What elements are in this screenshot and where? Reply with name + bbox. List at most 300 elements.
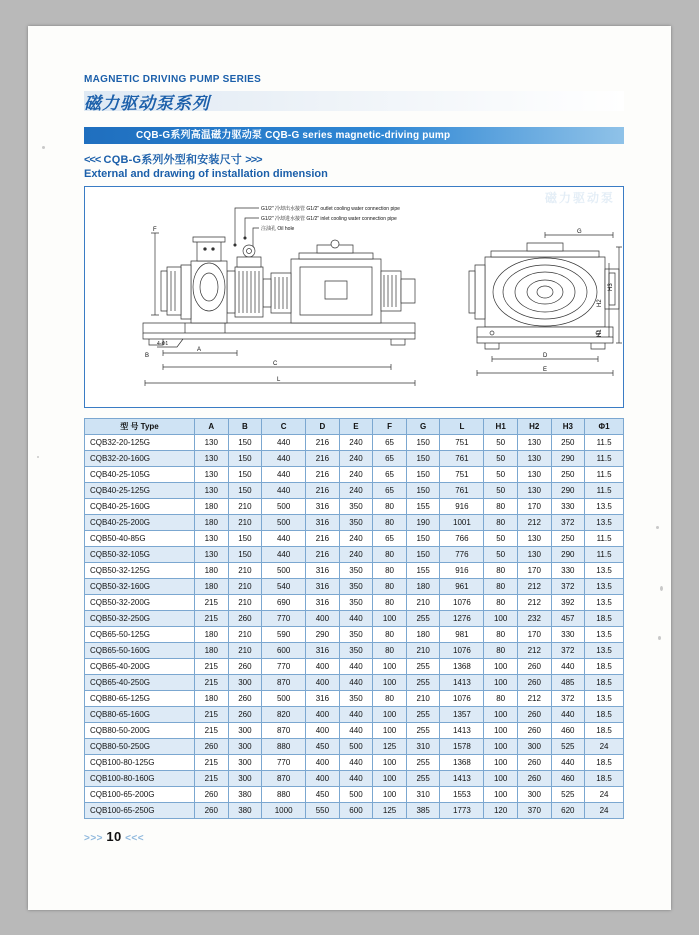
cell-value: 450	[306, 787, 340, 803]
cell-value: 65	[373, 483, 407, 499]
cell-value: 13.5	[585, 627, 624, 643]
cell-value: 1553	[440, 787, 484, 803]
cell-value: 180	[195, 563, 229, 579]
cell-type: CQB80-50-200G	[85, 723, 195, 739]
cell-value: 80	[373, 499, 407, 515]
table-row	[85, 467, 624, 483]
table-row	[85, 451, 624, 467]
cell-value: 961	[440, 579, 484, 595]
cell-value: 300	[228, 739, 262, 755]
footer-chevron-left-icon: >>>	[84, 833, 104, 844]
cell-value: 500	[339, 739, 373, 755]
cell-value: 1413	[440, 771, 484, 787]
cell-value: 870	[262, 675, 306, 691]
cell-value: 155	[406, 563, 440, 579]
cell-value: 870	[262, 723, 306, 739]
cell-type: CQB50-32-125G	[85, 563, 195, 579]
table-row	[85, 659, 624, 675]
cell-value: 350	[339, 515, 373, 531]
col-c: C	[262, 419, 306, 435]
cell-value: 65	[373, 467, 407, 483]
cell-value: 440	[339, 755, 373, 771]
cell-value: 100	[484, 723, 518, 739]
cell-value: 13.5	[585, 499, 624, 515]
cell-value: 770	[262, 611, 306, 627]
cell-value: 11.5	[585, 531, 624, 547]
cell-value: 100	[373, 755, 407, 771]
cell-value: 255	[406, 707, 440, 723]
cell-value: 1276	[440, 611, 484, 627]
cell-value: 316	[306, 499, 340, 515]
cell-type: CQB32-20-160G	[85, 451, 195, 467]
cell-value: 1413	[440, 675, 484, 691]
cell-value: 440	[339, 723, 373, 739]
cell-value: 1413	[440, 723, 484, 739]
cell-type: CQB50-40-85G	[85, 531, 195, 547]
cell-value: 130	[517, 451, 551, 467]
svg-text:G1/2" 冷却出水接管 G1/2" outlet coo: G1/2" 冷却出水接管 G1/2" outlet cooling water connection pipe	[261, 206, 400, 212]
cell-value: 500	[262, 691, 306, 707]
svg-text:4-Φ1: 4-Φ1	[157, 341, 169, 347]
cell-value: 761	[440, 483, 484, 499]
cell-type: CQB50-32-250G	[85, 611, 195, 627]
col-h1: H1	[484, 419, 518, 435]
cell-value: 400	[306, 659, 340, 675]
cell-value: 440	[339, 675, 373, 691]
cell-value: 260	[228, 611, 262, 627]
cell-value: 80	[484, 691, 518, 707]
cell-value: 125	[373, 803, 407, 819]
subsection-heading-chinese-text: CQB-G系列外型和安装尺寸	[103, 154, 243, 166]
cell-value: 170	[517, 627, 551, 643]
cell-value: 130	[517, 467, 551, 483]
cell-value: 525	[551, 739, 585, 755]
svg-text:H1: H1	[597, 329, 603, 337]
cell-value: 350	[339, 579, 373, 595]
cell-value: 150	[228, 483, 262, 499]
cell-value: 190	[406, 515, 440, 531]
cell-type: CQB100-65-200G	[85, 787, 195, 803]
cell-value: 350	[339, 499, 373, 515]
cell-value: 255	[406, 723, 440, 739]
cell-value: 255	[406, 659, 440, 675]
svg-text:G1/2" 冷却进水接管 G1/2" inlet cool: G1/2" 冷却进水接管 G1/2" inlet cooling water connection pipe	[261, 216, 397, 222]
cell-value: 350	[339, 691, 373, 707]
cell-value: 372	[551, 515, 585, 531]
cell-value: 372	[551, 579, 585, 595]
cell-value: 350	[339, 627, 373, 643]
cell-value: 485	[551, 675, 585, 691]
cell-value: 215	[195, 611, 229, 627]
col-g: G	[406, 419, 440, 435]
cell-type: CQB40-25-125G	[85, 483, 195, 499]
cell-type: CQB65-50-125G	[85, 627, 195, 643]
cell-value: 100	[373, 771, 407, 787]
col-h3: H3	[551, 419, 585, 435]
cell-value: 150	[228, 435, 262, 451]
cell-value: 400	[306, 755, 340, 771]
table-row	[85, 787, 624, 803]
cell-value: 255	[406, 755, 440, 771]
cell-value: 50	[484, 435, 518, 451]
cell-value: 100	[373, 723, 407, 739]
cell-value: 460	[551, 723, 585, 739]
cell-value: 215	[195, 595, 229, 611]
cell-value: 212	[517, 595, 551, 611]
svg-text:D: D	[543, 353, 548, 359]
cell-value: 210	[228, 563, 262, 579]
table-row	[85, 707, 624, 723]
cell-value: 130	[517, 547, 551, 563]
table-row	[85, 499, 624, 515]
cell-value: 80	[373, 579, 407, 595]
table-row	[85, 723, 624, 739]
cell-value: 250	[551, 531, 585, 547]
table-row	[85, 579, 624, 595]
cell-value: 440	[551, 755, 585, 771]
page-number: 10	[106, 829, 122, 844]
cell-value: 170	[517, 563, 551, 579]
table-row	[85, 755, 624, 771]
cell-value: 600	[339, 803, 373, 819]
cell-type: CQB80-65-125G	[85, 691, 195, 707]
cell-value: 80	[484, 515, 518, 531]
table-row	[85, 563, 624, 579]
cell-value: 212	[517, 643, 551, 659]
cell-value: 80	[484, 563, 518, 579]
cell-value: 180	[195, 579, 229, 595]
svg-text:H3: H3	[608, 283, 614, 291]
cell-value: 525	[551, 787, 585, 803]
cell-value: 440	[339, 611, 373, 627]
cell-value: 350	[339, 563, 373, 579]
cell-value: 880	[262, 739, 306, 755]
cell-value: 1368	[440, 659, 484, 675]
cell-value: 870	[262, 771, 306, 787]
table-row	[85, 739, 624, 755]
cell-value: 50	[484, 483, 518, 499]
table-row	[85, 675, 624, 691]
svg-text:G: G	[577, 229, 582, 235]
col-phi1: Φ1	[585, 419, 624, 435]
cell-value: 150	[406, 451, 440, 467]
cell-value: 210	[406, 643, 440, 659]
cell-value: 372	[551, 643, 585, 659]
cell-value: 216	[306, 467, 340, 483]
cell-value: 440	[262, 483, 306, 499]
cell-value: 290	[551, 451, 585, 467]
col-type: 型 号 Type	[85, 419, 195, 435]
cell-value: 100	[373, 611, 407, 627]
cell-value: 300	[517, 787, 551, 803]
cell-value: 210	[228, 579, 262, 595]
cell-value: 400	[306, 611, 340, 627]
cell-value: 751	[440, 467, 484, 483]
cell-type: CQB100-80-125G	[85, 755, 195, 771]
cell-value: 150	[406, 547, 440, 563]
cell-value: 210	[406, 691, 440, 707]
cell-value: 751	[440, 435, 484, 451]
cell-value: 216	[306, 451, 340, 467]
cell-value: 440	[262, 467, 306, 483]
col-l: L	[440, 419, 484, 435]
cell-value: 80	[373, 643, 407, 659]
cell-value: 250	[551, 435, 585, 451]
cell-value: 215	[195, 771, 229, 787]
cell-value: 65	[373, 531, 407, 547]
cell-value: 1001	[440, 515, 484, 531]
cell-type: CQB100-80-160G	[85, 771, 195, 787]
table-row	[85, 627, 624, 643]
cell-value: 215	[195, 707, 229, 723]
cell-value: 65	[373, 435, 407, 451]
cell-value: 130	[517, 435, 551, 451]
cell-value: 316	[306, 563, 340, 579]
cell-value: 215	[195, 755, 229, 771]
cell-value: 761	[440, 451, 484, 467]
cell-value: 316	[306, 515, 340, 531]
cell-value: 100	[484, 771, 518, 787]
installation-dimension-drawing	[84, 186, 624, 408]
cell-value: 130	[195, 483, 229, 499]
cell-value: 50	[484, 547, 518, 563]
cell-value: 770	[262, 659, 306, 675]
cell-value: 260	[228, 707, 262, 723]
section-band-title: CQB-G系列高温磁力驱动泵 CQB-G series magnetic-driving pump	[84, 127, 624, 144]
cell-value: 11.5	[585, 451, 624, 467]
cell-value: 330	[551, 627, 585, 643]
svg-text:H2: H2	[597, 299, 603, 307]
cell-value: 290	[551, 547, 585, 563]
cell-value: 130	[517, 531, 551, 547]
cell-value: 260	[517, 659, 551, 675]
cell-value: 440	[339, 659, 373, 675]
cell-value: 18.5	[585, 675, 624, 691]
cell-value: 24	[585, 803, 624, 819]
cell-value: 180	[195, 515, 229, 531]
cell-value: 180	[195, 691, 229, 707]
cell-value: 880	[262, 787, 306, 803]
svg-text:C: C	[273, 361, 278, 367]
col-h2: H2	[517, 419, 551, 435]
cell-value: 400	[306, 723, 340, 739]
cell-value: 80	[484, 499, 518, 515]
svg-text:A: A	[197, 347, 202, 353]
col-f: F	[373, 419, 407, 435]
cell-value: 216	[306, 547, 340, 563]
cell-value: 210	[406, 595, 440, 611]
cell-value: 300	[228, 675, 262, 691]
cell-value: 316	[306, 691, 340, 707]
cell-value: 11.5	[585, 467, 624, 483]
chevron-right-icon: >>>	[245, 154, 262, 166]
cell-value: 260	[517, 755, 551, 771]
cell-value: 981	[440, 627, 484, 643]
cell-value: 11.5	[585, 483, 624, 499]
cell-value: 260	[195, 739, 229, 755]
cell-value: 1076	[440, 691, 484, 707]
cell-value: 350	[339, 643, 373, 659]
cell-value: 216	[306, 435, 340, 451]
cell-type: CQB32-20-125G	[85, 435, 195, 451]
cell-value: 100	[373, 787, 407, 803]
cell-value: 13.5	[585, 515, 624, 531]
cell-value: 500	[262, 499, 306, 515]
cell-value: 80	[373, 563, 407, 579]
cell-value: 260	[195, 803, 229, 819]
cell-value: 300	[228, 723, 262, 739]
cell-value: 212	[517, 515, 551, 531]
cell-value: 100	[484, 611, 518, 627]
cell-value: 260	[517, 707, 551, 723]
cell-value: 916	[440, 563, 484, 579]
cell-value: 450	[306, 739, 340, 755]
cell-value: 440	[551, 659, 585, 675]
cell-value: 1578	[440, 739, 484, 755]
col-a: A	[195, 419, 229, 435]
cell-value: 232	[517, 611, 551, 627]
cell-value: 330	[551, 499, 585, 515]
svg-text:L: L	[277, 377, 281, 383]
cell-value: 372	[551, 691, 585, 707]
cell-value: 316	[306, 595, 340, 611]
cell-value: 11.5	[585, 547, 624, 563]
cell-value: 50	[484, 531, 518, 547]
cell-value: 80	[373, 691, 407, 707]
cell-value: 100	[373, 707, 407, 723]
cell-value: 13.5	[585, 579, 624, 595]
cell-value: 80	[484, 643, 518, 659]
cell-value: 180	[195, 499, 229, 515]
cell-value: 1357	[440, 707, 484, 723]
cell-value: 65	[373, 451, 407, 467]
footer-chevron-right-icon: <<<	[125, 833, 145, 844]
drawing-svg	[85, 187, 623, 405]
table-row	[85, 611, 624, 627]
cell-value: 1000	[262, 803, 306, 819]
cell-value: 600	[262, 643, 306, 659]
cell-value: 150	[406, 467, 440, 483]
cell-value: 240	[339, 435, 373, 451]
cell-value: 1076	[440, 595, 484, 611]
cell-value: 18.5	[585, 723, 624, 739]
cell-value: 150	[406, 531, 440, 547]
cell-value: 590	[262, 627, 306, 643]
cell-value: 80	[373, 627, 407, 643]
cell-type: CQB40-25-160G	[85, 499, 195, 515]
cell-value: 260	[195, 787, 229, 803]
cell-value: 216	[306, 483, 340, 499]
cell-value: 260	[517, 771, 551, 787]
cell-value: 440	[339, 707, 373, 723]
cell-value: 100	[484, 707, 518, 723]
cell-type: CQB65-50-160G	[85, 643, 195, 659]
cell-value: 500	[339, 787, 373, 803]
svg-text:注油孔 Oil hole: 注油孔 Oil hole	[261, 226, 295, 232]
cell-value: 440	[339, 771, 373, 787]
cell-value: 210	[228, 499, 262, 515]
col-b: B	[228, 419, 262, 435]
cell-value: 180	[195, 627, 229, 643]
cell-value: 440	[262, 531, 306, 547]
cell-value: 18.5	[585, 659, 624, 675]
cell-value: 260	[517, 675, 551, 691]
cell-type: CQB80-50-250G	[85, 739, 195, 755]
cell-value: 100	[484, 787, 518, 803]
cell-value: 1076	[440, 643, 484, 659]
cell-value: 440	[262, 451, 306, 467]
cell-value: 300	[517, 739, 551, 755]
watermark-text: 磁力驱动泵	[544, 191, 615, 205]
cell-value: 460	[551, 771, 585, 787]
cell-value: 290	[306, 627, 340, 643]
svg-text:B: B	[145, 353, 150, 359]
cell-type: CQB65-40-200G	[85, 659, 195, 675]
table-row	[85, 515, 624, 531]
svg-text:F: F	[153, 227, 157, 233]
table-row	[85, 547, 624, 563]
cell-value: 13.5	[585, 691, 624, 707]
chevron-left-icon: <<<	[84, 154, 101, 166]
series-title-chinese-wrap	[84, 89, 624, 113]
cell-value: 150	[406, 483, 440, 499]
table-body	[85, 435, 624, 819]
cell-type: CQB100-65-250G	[85, 803, 195, 819]
cell-value: 212	[517, 691, 551, 707]
cell-value: 540	[262, 579, 306, 595]
cell-value: 316	[306, 579, 340, 595]
cell-value: 50	[484, 467, 518, 483]
cell-value: 130	[195, 467, 229, 483]
cell-value: 240	[339, 483, 373, 499]
cell-value: 100	[373, 659, 407, 675]
cell-value: 1773	[440, 803, 484, 819]
page-footer	[84, 829, 624, 844]
subsection-heading-english: External and drawing of installation dimension	[84, 168, 328, 180]
cell-value: 100	[484, 739, 518, 755]
cell-value: 100	[373, 675, 407, 691]
cell-value: 13.5	[585, 563, 624, 579]
cell-value: 385	[406, 803, 440, 819]
cell-value: 100	[484, 755, 518, 771]
cell-value: 130	[517, 483, 551, 499]
cell-value: 80	[373, 515, 407, 531]
cell-value: 440	[551, 707, 585, 723]
cell-value: 392	[551, 595, 585, 611]
col-d: D	[306, 419, 340, 435]
table-header	[85, 419, 624, 435]
cell-type: CQB65-40-250G	[85, 675, 195, 691]
table-row	[85, 771, 624, 787]
cell-value: 255	[406, 675, 440, 691]
cell-value: 260	[517, 723, 551, 739]
cell-value: 80	[484, 595, 518, 611]
cell-value: 80	[373, 595, 407, 611]
cell-value: 18.5	[585, 755, 624, 771]
cell-value: 13.5	[585, 643, 624, 659]
cell-value: 255	[406, 771, 440, 787]
cell-value: 290	[551, 483, 585, 499]
cell-value: 766	[440, 531, 484, 547]
cell-value: 215	[195, 723, 229, 739]
cell-value: 18.5	[585, 771, 624, 787]
cell-type: CQB50-32-160G	[85, 579, 195, 595]
cell-value: 180	[195, 643, 229, 659]
cell-value: 120	[484, 803, 518, 819]
cell-value: 310	[406, 739, 440, 755]
cell-value: 210	[228, 643, 262, 659]
cell-value: 210	[228, 627, 262, 643]
